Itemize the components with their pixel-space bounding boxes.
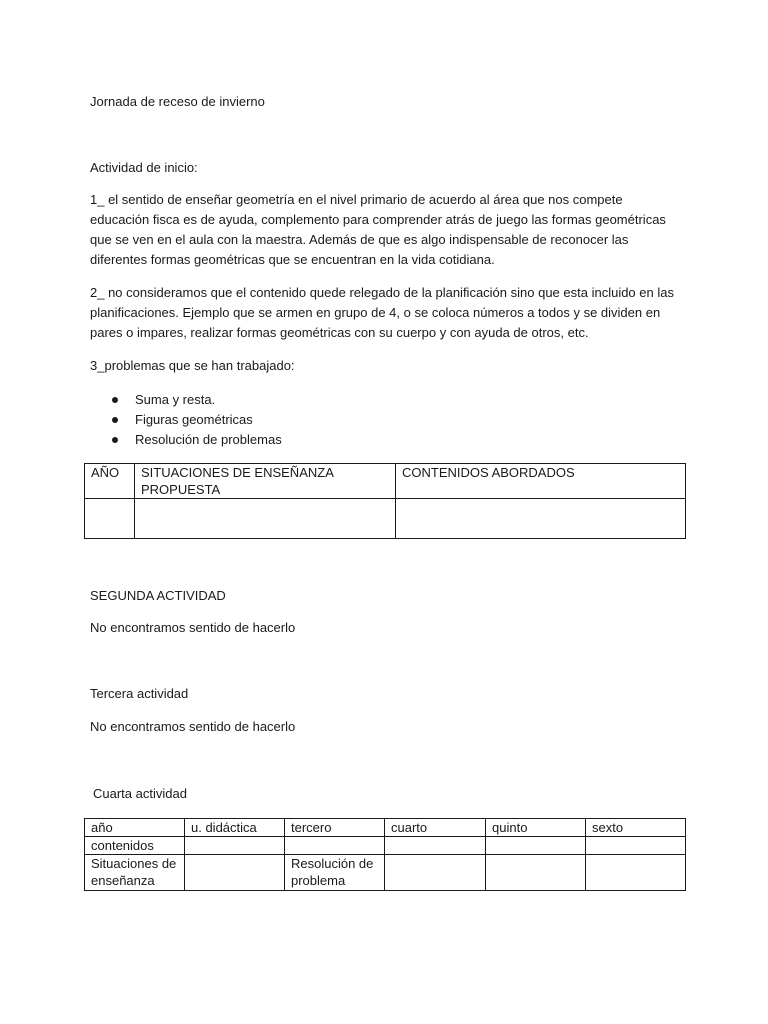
table-cell — [586, 855, 686, 891]
table-header-cell: CONTENIDOS ABORDADOS — [396, 464, 686, 499]
table-header-cell: AÑO — [85, 464, 135, 499]
item3-heading: 3_problemas que se han trabajado: — [90, 358, 295, 373]
item2-text: 2_ no consideramos que el contenido quede relegado de la planificación sino que esta incluido en las planificaciones. Ejemplo que se armen en grupo de 4, o se coloca números a todos y se dividen en pares o impares, realizar formas geométricas con su cuerpo y con ayuda de otros, etc. — [90, 285, 674, 340]
bullet-icon — [112, 437, 118, 443]
list-item — [90, 390, 282, 410]
table-cell — [486, 837, 586, 855]
list-item-text: Suma y resta. — [135, 392, 216, 407]
list-item-text: Resolución de problemas — [135, 432, 282, 447]
table-header-row — [85, 819, 686, 837]
table-row — [85, 499, 686, 539]
item1-paragraph — [90, 190, 680, 270]
activity3-heading: Tercera actividad — [90, 686, 189, 701]
item2-paragraph — [90, 283, 680, 343]
document-title: Jornada de receso de invierno — [90, 94, 265, 109]
table-cell — [85, 499, 135, 539]
table-cell: Situaciones de enseñanza — [85, 855, 185, 891]
table-cell — [135, 499, 396, 539]
table-header-row — [85, 464, 686, 499]
table-cell — [396, 499, 686, 539]
table-cell: Resolución de problema — [285, 855, 385, 891]
table-cell: contenidos — [85, 837, 185, 855]
table-header-cell: sexto — [586, 819, 686, 837]
table-cell — [586, 837, 686, 855]
table-row — [85, 855, 686, 891]
activity1-heading: Actividad de inicio: — [90, 160, 198, 175]
item1-text: 1_ el sentido de enseñar geometría en el nivel primario de acuerdo al área que nos compete educación fisca es de ayuda, complemento para comprender atrás de juego las formas geométricas que se ven en el aula con la maestra. Además de que es algo indispensable de reconocer las diferentes formas geométricas que se encuentran en la vida cotidiana. — [90, 192, 666, 267]
table-header-cell: tercero — [285, 819, 385, 837]
activity3-text: No encontramos sentido de hacerlo — [90, 719, 296, 734]
list-item — [90, 410, 282, 430]
activity2-heading: SEGUNDA ACTIVIDAD — [90, 588, 226, 603]
table-cell — [385, 837, 486, 855]
activity2-text: No encontramos sentido de hacerlo — [90, 620, 296, 635]
list-item — [90, 430, 282, 450]
table-cell — [385, 855, 486, 891]
table-header-cell: quinto — [486, 819, 586, 837]
table-header-cell: SITUACIONES DE ENSEÑANZA PROPUESTA — [135, 464, 396, 499]
problems-list — [90, 390, 282, 450]
table-header-cell: año — [85, 819, 185, 837]
situations-table — [84, 463, 686, 539]
activity4-heading: Cuarta actividad — [93, 786, 187, 801]
bullet-icon — [112, 417, 118, 423]
table-cell — [185, 855, 285, 891]
table-cell — [486, 855, 586, 891]
list-item-text: Figuras geométricas — [135, 412, 253, 427]
table-header-cell: cuarto — [385, 819, 486, 837]
table-row — [85, 837, 686, 855]
table-cell — [185, 837, 285, 855]
bullet-icon — [112, 397, 118, 403]
grades-table — [84, 818, 686, 891]
table-cell — [285, 837, 385, 855]
table-header-cell: u. didáctica — [185, 819, 285, 837]
